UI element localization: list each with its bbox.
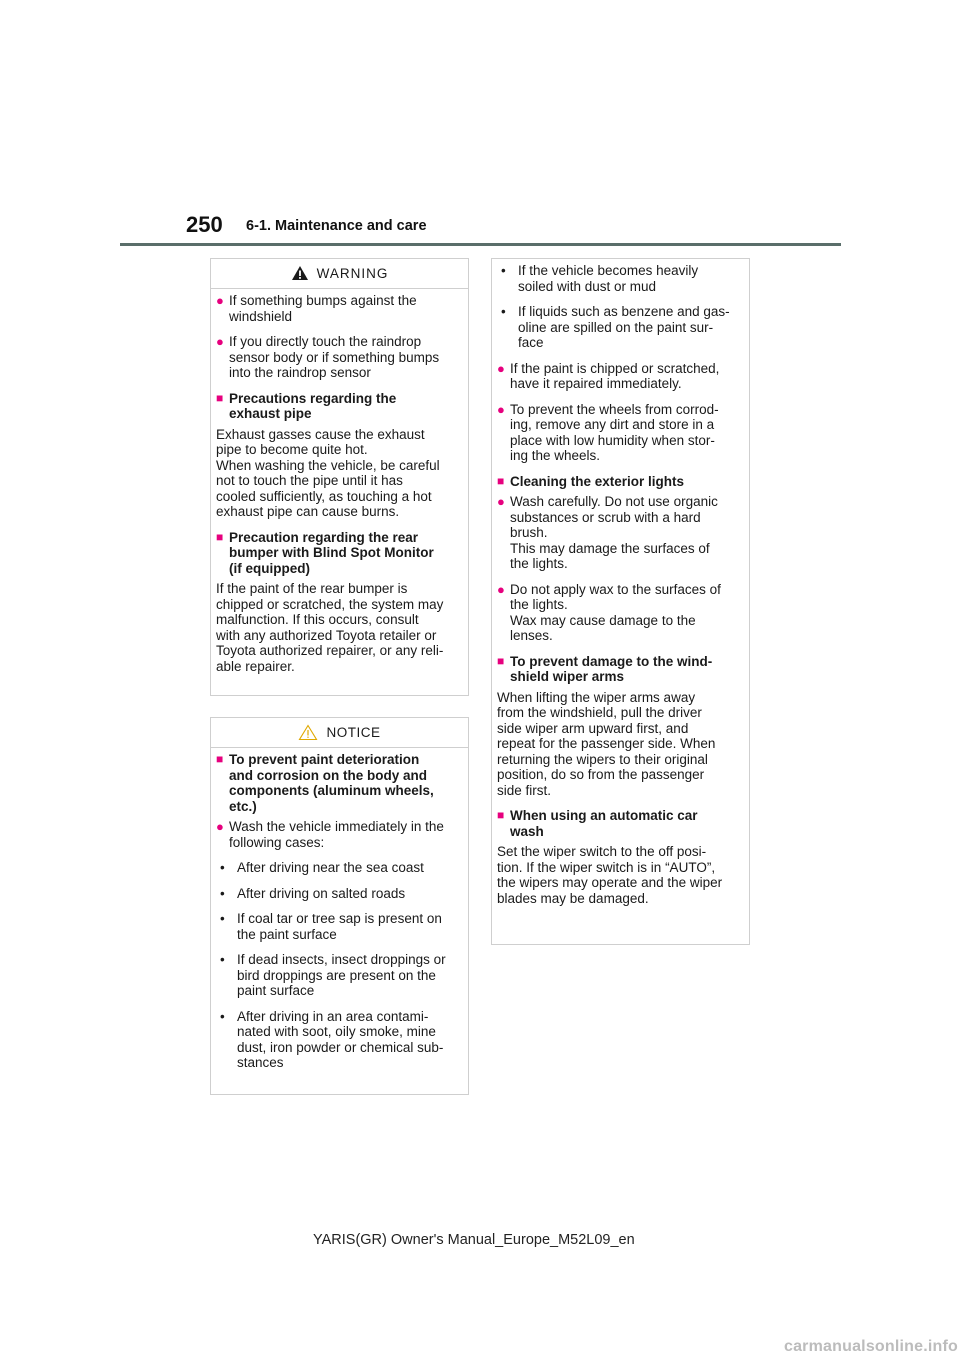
- list-item: [497, 304, 745, 351]
- circle-bullet-icon: ●: [497, 360, 505, 376]
- paragraph: When lifting the wiper arms away from the windshield, pull the driver side wiper arm upward first, and repeat for the passenger side. When returning the wipers to their original position, do so from the passenger side first.: [497, 689, 716, 798]
- item-text: Wash the vehicle immediately in the following cases:: [229, 819, 444, 850]
- item-text: Precaution regarding the rear bumper with Blind Spot Monitor (if equipped): [229, 529, 434, 576]
- dot-bullet-icon: •: [220, 1008, 225, 1024]
- watermark: carmanualsonline.info: [783, 1338, 958, 1355]
- warning-body: [211, 289, 468, 692]
- warning-title: WARNING: [316, 265, 389, 281]
- notice-continued-box: [491, 258, 750, 945]
- item-text: After driving near the sea coast: [237, 860, 424, 875]
- warning-header: [211, 259, 468, 289]
- bullet-item: [497, 402, 745, 464]
- circle-bullet-icon: ●: [216, 334, 224, 349]
- subheading: [497, 654, 745, 685]
- square-bullet-icon: ■: [497, 473, 505, 488]
- dot-bullet-icon: •: [501, 263, 506, 278]
- footer-manual-title: YARIS(GR) Owner's Manual_Europe_M52L09_en: [313, 1232, 635, 1248]
- bullet-item: [216, 819, 464, 850]
- list-item: [216, 860, 464, 876]
- bullet-item: [497, 582, 745, 644]
- notice-title: NOTICE: [326, 725, 381, 740]
- circle-bullet-icon: ●: [497, 401, 505, 417]
- circle-bullet-icon: ●: [497, 494, 505, 509]
- square-bullet-icon: ■: [216, 752, 224, 766]
- bullet-item: [216, 293, 464, 324]
- notice-box: [210, 717, 469, 1095]
- notice-body: [211, 748, 468, 1089]
- item-text: If the paint is chipped or scratched, have it repaired immediately.: [510, 360, 720, 391]
- dot-bullet-icon: •: [220, 885, 225, 901]
- item-text: If dead insects, insect droppings or bird droppings are present on the paint surface: [237, 952, 446, 998]
- item-text: When using an automatic car wash: [510, 808, 698, 839]
- dot-bullet-icon: •: [220, 952, 225, 967]
- subheading: [497, 808, 745, 839]
- dot-bullet-icon: •: [501, 304, 506, 319]
- circle-bullet-icon: ●: [216, 819, 224, 834]
- item-text: To prevent damage to the wind- shield wiper arms: [510, 653, 713, 684]
- item-text: To prevent the wheels from corrod- ing, remove any dirt and store in a place with low humidity when stor- ing the wheels.: [510, 401, 719, 463]
- header-rule: [120, 243, 841, 246]
- square-bullet-icon: ■: [216, 529, 224, 544]
- item-text: Precautions regarding the exhaust pipe: [229, 390, 397, 421]
- bullet-item: [497, 361, 745, 392]
- square-bullet-icon: ■: [497, 808, 505, 822]
- subheading: [216, 391, 464, 422]
- item-text: Wash carefully. Do not use organic substances or scrub with a hard brush. This may damage the surfaces of the lights.: [510, 494, 718, 571]
- circle-bullet-icon: ●: [497, 581, 505, 597]
- caution-triangle-icon: [298, 724, 318, 741]
- warning-triangle-icon: [291, 265, 309, 281]
- item-text: If you directly touch the raindrop sensor body or if something bumps into the raindrop sensor: [229, 334, 440, 380]
- item-text: If coal tar or tree sap is present on the paint surface: [237, 911, 442, 942]
- item-text: After driving on salted roads: [237, 885, 406, 901]
- item-text: If the vehicle becomes heavily soiled with dust or mud: [518, 263, 699, 294]
- item-text: If liquids such as benzene and gas- oline are spilled on the paint sur- face: [518, 304, 730, 350]
- subheading: [216, 530, 464, 577]
- dot-bullet-icon: •: [220, 860, 225, 875]
- bullet-item: [497, 494, 745, 572]
- paragraph: If the paint of the rear bumper is chipped or scratched, the system may malfunction. If this occurs, consult with any authorized Toyota retailer or Toyota authorized repairer, or any reli- able repairer.: [216, 581, 444, 674]
- item-text: If something bumps against the windshield: [229, 293, 417, 324]
- square-bullet-icon: ■: [497, 653, 505, 668]
- subheading: [497, 474, 745, 490]
- paragraph: Set the wiper switch to the off posi- tion. If the wiper switch is in “AUTO”, the wipers may operate and the wiper blades may be damaged.: [497, 844, 723, 906]
- warning-box: [210, 258, 469, 696]
- dot-bullet-icon: •: [220, 911, 225, 926]
- subheading: [216, 752, 464, 814]
- notice-header: [211, 718, 468, 748]
- list-item: [216, 911, 464, 942]
- item-text: After driving in an area contami- nated with soot, oily smoke, mine dust, iron powder or chemical sub- stances: [237, 1008, 444, 1070]
- list-item: [216, 952, 464, 999]
- bullet-item: [216, 334, 464, 381]
- list-item: [216, 1009, 464, 1071]
- item-text: To prevent paint deterioration and corrosion on the body and components (aluminum wheels, etc.): [229, 752, 434, 814]
- list-item: [497, 263, 745, 294]
- circle-bullet-icon: ●: [216, 293, 224, 308]
- item-text: Do not apply wax to the surfaces of the lights. Wax may cause damage to the lenses.: [510, 581, 721, 643]
- notice-continued-body: [492, 259, 749, 924]
- section-title: 6-1. Maintenance and care: [246, 218, 427, 234]
- list-item: [216, 886, 464, 902]
- page-number: 250: [186, 212, 223, 237]
- square-bullet-icon: ■: [216, 390, 224, 405]
- item-text: Cleaning the exterior lights: [510, 473, 685, 489]
- paragraph: Exhaust gasses cause the exhaust pipe to become quite hot. When washing the vehicle, be careful not to touch the pipe until it has cooled sufficiently, as touching a hot exhaust pipe can cause burns.: [216, 426, 440, 519]
